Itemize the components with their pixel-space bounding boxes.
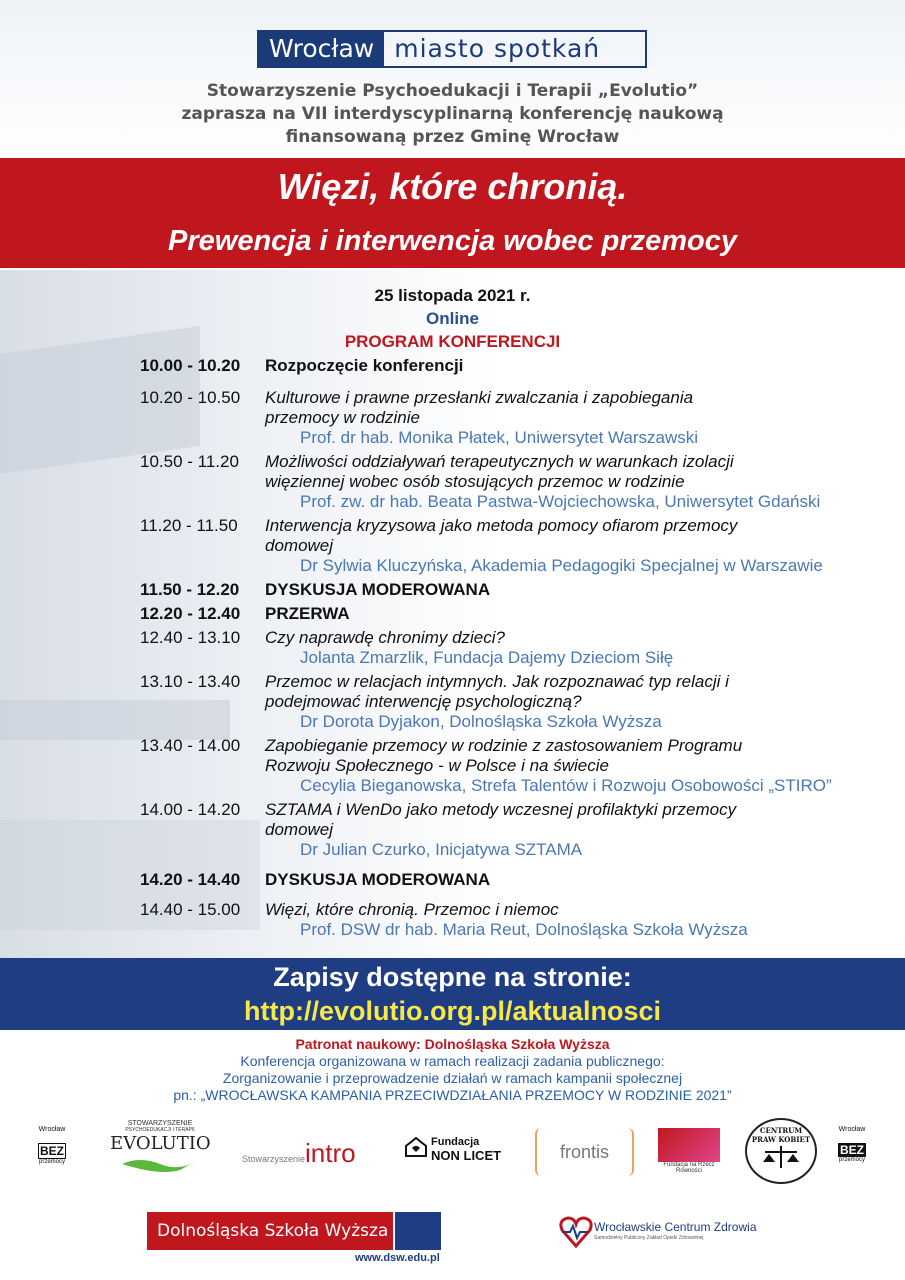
logo-text: Samodzielny Publiczny Zakład Opieki Zdrowotnej bbox=[594, 1235, 704, 1241]
agenda-speaker: Prof. DSW dr hab. Maria Reut, Dolnośląska Szkoła Wyższa bbox=[300, 920, 748, 939]
brand-part2: miasto spotkań bbox=[394, 34, 601, 63]
logo-text: Fundacja bbox=[431, 1136, 480, 1148]
agenda-time: 10.00 - 10.20 bbox=[140, 356, 241, 375]
logo-text: Stowarzyszenie bbox=[242, 1154, 306, 1164]
agenda-time: 13.10 - 13.40 bbox=[140, 672, 241, 691]
title-banner bbox=[0, 158, 905, 268]
agenda-title: Zapobieganie przemocy w rodzinie z zastosowaniem Programu Rozwoju Społecznego - w Polsce i na świecie bbox=[265, 736, 743, 775]
logo-text: Wrocław bbox=[838, 1126, 866, 1133]
wcz-logo bbox=[558, 1212, 757, 1252]
agenda-time: 11.20 - 11.50 bbox=[140, 516, 238, 535]
agenda-speaker: Prof. zw. dr hab. Beata Pastwa-Wojciechowska, Uniwersytet Gdański bbox=[300, 492, 821, 511]
logo-text: BEZ bbox=[840, 1143, 864, 1157]
logo-text: EVOLUTIO bbox=[110, 1133, 211, 1154]
agenda-row bbox=[140, 800, 900, 860]
logo-text: przemocy bbox=[38, 1159, 65, 1165]
intro-line: zaprasza na VII interdyscyplinarną konferencję naukową bbox=[181, 104, 724, 124]
agenda-time: 11.50 - 12.20 bbox=[140, 580, 240, 599]
bez-przemocy-logo bbox=[838, 1126, 866, 1163]
agenda-time: 14.00 - 14.20 bbox=[140, 800, 241, 819]
dsw-name: Dolnośląska Szkoła Wyższa bbox=[157, 1221, 389, 1241]
agenda-row bbox=[140, 516, 900, 576]
book-icon bbox=[393, 1212, 441, 1250]
agenda-speaker: Cecylia Bieganowska, Strefa Talentów i Rozwoju Osobowości „STIRO” bbox=[300, 776, 832, 795]
agenda-row bbox=[140, 736, 900, 796]
dsw-url[interactable]: www.dsw.edu.pl bbox=[355, 1252, 440, 1264]
logo-text: PSYCHOEDUKACJI I TERAPII bbox=[125, 1127, 195, 1133]
logo-text: Fundacja na Rzecz Równości bbox=[663, 1162, 715, 1174]
signup-link[interactable]: http://evolutio.org.pl/aktualnosci bbox=[243, 996, 661, 1026]
conference-subtitle: Prewencja i interwencja wobec przemocy bbox=[168, 225, 737, 257]
agenda-title: Kulturowe i prawne przesłanki zwalczania i zapobiegania przemocy w rodzinie bbox=[265, 388, 694, 427]
agenda-row bbox=[140, 388, 900, 448]
event-date: 25 listopada 2021 r. bbox=[374, 286, 531, 305]
agenda-title: Rozpoczęcie konferencji bbox=[265, 356, 464, 375]
agenda-title: Interwencja kryzysowa jako metoda pomocy ofiarom przemocy domowej bbox=[265, 516, 738, 555]
agenda-title: Możliwości oddziaływań terapeutycznych w warunkach izolacji więziennej wobec osób stosujących przemoc w rodzinie bbox=[265, 452, 734, 491]
intro-line: finansowaną przez Gminę Wrocław bbox=[285, 127, 620, 147]
logo-text: STOWARZYSZENIE bbox=[127, 1120, 193, 1127]
agenda-row bbox=[140, 672, 900, 732]
event-mode: Online bbox=[426, 309, 479, 328]
rownosci-mark bbox=[658, 1128, 720, 1162]
brand-part1: Wrocław bbox=[259, 32, 384, 66]
agenda-speaker: Dr Sylwia Kluczyńska, Akademia Pedagogiki Specjalnej w Warszawie bbox=[300, 556, 823, 575]
signup-banner bbox=[0, 958, 905, 1030]
conference-title: Więzi, które chronią. bbox=[277, 166, 628, 207]
logo-text: Wrocław bbox=[38, 1126, 66, 1133]
logo-text: NON LICET bbox=[431, 1148, 502, 1163]
agenda-speaker: Jolanta Zmarzlik, Fundacja Dajemy Dzieciom Siłę bbox=[300, 648, 674, 667]
agenda-row bbox=[140, 628, 900, 668]
agenda-row bbox=[140, 870, 900, 890]
agenda-time: 14.40 - 15.00 bbox=[140, 900, 241, 919]
agenda-row bbox=[140, 604, 900, 624]
agenda-time: 10.50 - 11.20 bbox=[140, 452, 239, 471]
rownosci-logo bbox=[658, 1128, 720, 1174]
logo-text: intro bbox=[305, 1138, 356, 1168]
partner-logos bbox=[0, 1118, 905, 1188]
logo-text: CENTRUM PRAW KOBIET bbox=[751, 1126, 811, 1144]
scales-icon bbox=[761, 1144, 801, 1170]
agenda-row bbox=[140, 580, 900, 600]
centrum-praw-kobiet-logo bbox=[745, 1118, 817, 1184]
agenda bbox=[140, 356, 900, 944]
agenda-time: 12.20 - 12.40 bbox=[140, 604, 241, 623]
house-heart-icon bbox=[405, 1136, 427, 1158]
bez-przemocy-logo bbox=[38, 1126, 66, 1165]
agenda-time: 12.40 - 13.10 bbox=[140, 628, 241, 647]
logo-text: frontis bbox=[559, 1142, 610, 1162]
intro-line: Stowarzyszenie Psychoedukacji i Terapii „Evolutio” bbox=[206, 81, 699, 101]
footer-line: pn.: „WROCŁAWSKA KAMPANIA PRZECIWDZIAŁANIA PRZEMOCY W RODZINIE 2021” bbox=[173, 1087, 732, 1103]
footer-line: Zorganizowanie i przeprowadzenie działań w ramach kampanii społecznej bbox=[222, 1070, 683, 1086]
agenda-title: DYSKUSJA MODEROWANA bbox=[265, 580, 491, 599]
frontis-logo bbox=[535, 1128, 634, 1176]
agenda-speaker: Prof. dr hab. Monika Płatek, Uniwersytet Warszawski bbox=[300, 428, 699, 447]
signup-label: Zapisy dostępne na stronie: bbox=[273, 962, 632, 992]
agenda-title: Więzi, które chronią. Przemoc i niemoc bbox=[265, 900, 559, 919]
agenda-speaker: Dr Julian Czurko, Inicjatywa SZTAMA bbox=[300, 840, 583, 859]
logo-text: BEZ bbox=[40, 1144, 64, 1158]
agenda-row bbox=[140, 452, 900, 512]
footer-line: Konferencja organizowana w ramach realizacji zadania publicznego: bbox=[240, 1053, 665, 1069]
agenda-speaker: Dr Dorota Dyjakon, Dolnośląska Szkoła Wyższa bbox=[300, 712, 662, 731]
wroclaw-brand-logo bbox=[257, 30, 647, 68]
agenda-title: Czy naprawdę chronimy dzieci? bbox=[265, 628, 505, 647]
agenda-time: 13.40 - 14.00 bbox=[140, 736, 241, 755]
agenda-title: PRZERWA bbox=[265, 604, 350, 623]
event-meta bbox=[0, 284, 905, 353]
agenda-row bbox=[140, 356, 900, 376]
program-heading: PROGRAM KONFERENCJI bbox=[344, 332, 561, 351]
non-licet-logo bbox=[405, 1136, 505, 1163]
intro-logo bbox=[242, 1138, 356, 1169]
agenda-time: 10.20 - 10.50 bbox=[140, 388, 241, 407]
agenda-title: Przemoc w relacjach intymnych. Jak rozpoznawać typ relacji i podejmować interwencję psychologiczną? bbox=[265, 672, 729, 711]
logo-text: przemocy bbox=[838, 1157, 865, 1163]
dsw-logo bbox=[147, 1212, 441, 1250]
agenda-title: SZTAMA i WenDo jako metody wczesnej profilaktyki przemocy domowej bbox=[265, 800, 737, 839]
agenda-row bbox=[140, 900, 900, 940]
patronage: Patronat naukowy: Dolnośląska Szkoła Wyższa bbox=[295, 1036, 610, 1052]
agenda-time: 14.20 - 14.40 bbox=[140, 870, 241, 889]
evolutio-logo bbox=[110, 1120, 210, 1179]
intro-text bbox=[0, 80, 905, 149]
bird-icon bbox=[120, 1154, 200, 1174]
logo-text: Wrocławskie Centrum Zdrowia bbox=[594, 1220, 757, 1234]
agenda-title: DYSKUSJA MODEROWANA bbox=[265, 870, 491, 889]
heart-icon bbox=[558, 1214, 594, 1250]
footer-text bbox=[0, 1036, 905, 1104]
